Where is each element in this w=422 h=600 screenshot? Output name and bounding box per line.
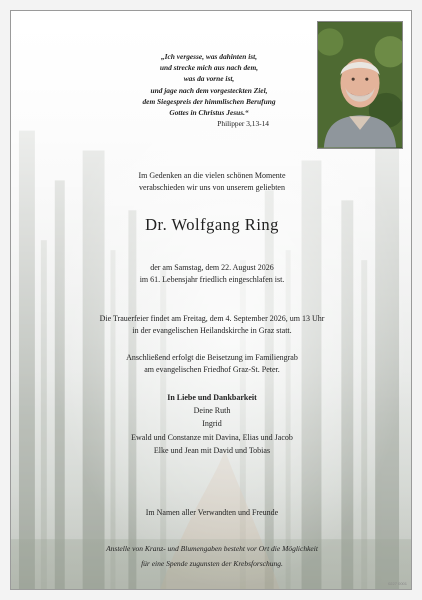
portrait-photo: [317, 21, 403, 149]
bible-verse: [109, 51, 309, 129]
donation-note: [31, 541, 393, 571]
mourner-line: Deine Ruth: [193, 406, 231, 416]
intro-text: [31, 170, 393, 194]
verse-line: und jage nach dem vorgesteckten Ziel,: [150, 85, 268, 95]
donation-line: Anstelle von Kranz- und Blumengaben besteht vor Ort die Möglichkeit: [106, 544, 318, 553]
death-line: der am Samstag, dem 22. August 2026: [150, 263, 274, 272]
verse-line: dem Siegespreis der himmlischen Berufung: [142, 96, 276, 106]
death-line: im 61. Lebensjahr friedlich eingeschlafen ist.: [139, 275, 285, 285]
burial-line: am evangelischen Friedhof Graz-St. Peter.: [144, 365, 280, 375]
burial-info: [31, 352, 393, 376]
obituary-card: [10, 10, 412, 590]
funeral-line: Die Trauerfeier findet am Freitag, dem 4. September 2026, um 13 Uhr: [99, 314, 325, 323]
verse-line: Gottes in Christus Jesus.“: [169, 108, 249, 118]
verse-line: und strecke mich aus nach dem,: [159, 63, 259, 73]
funeral-line: in der evangelischen Heilandskirche in Graz statt.: [132, 326, 292, 336]
intro-line: Im Gedenken an die vielen schönen Momente: [138, 171, 286, 180]
intro-line: verabschieden wir uns von unserem geliebten: [139, 183, 285, 193]
mourners-heading: In Liebe und Dankbarkeit: [167, 393, 257, 402]
mourner-line: Ewald und Constanze mit Davina, Elias und Jacob: [131, 432, 293, 442]
footer-code: 0227 0001: [388, 581, 407, 586]
verse-source: Philipper 3,13-14: [217, 119, 269, 129]
mourner-line: Ingrid: [202, 419, 222, 429]
donation-line: für eine Spende zugunsten der Krebsforschung.: [141, 559, 283, 568]
portrait-illustration: [318, 22, 402, 148]
death-notice: [31, 262, 393, 286]
verse-line: „Ich vergesse, was dahinten ist,: [160, 52, 258, 61]
verse-line: was da vorne ist,: [183, 74, 235, 84]
funeral-info: [31, 313, 393, 337]
mourner-line: Elke und Jean mit David und Tobias: [153, 445, 271, 455]
deceased-name: Dr. Wolfgang Ring: [145, 215, 279, 234]
mourners-list: [31, 391, 393, 457]
closing-line: Im Namen aller Verwandten und Freunde: [145, 508, 279, 517]
burial-line: Anschließend erfolgt die Beisetzung im Familiengrab: [126, 353, 298, 362]
